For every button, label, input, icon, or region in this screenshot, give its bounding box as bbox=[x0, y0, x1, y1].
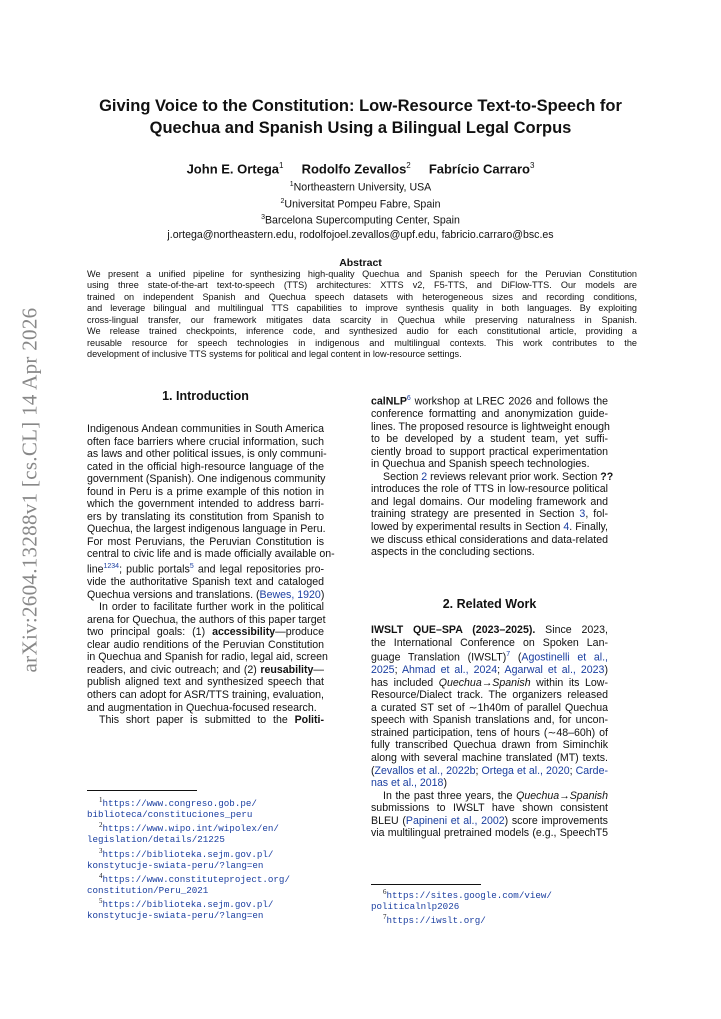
text-line: cated in the official high-resource language of the bbox=[87, 460, 324, 473]
text-line: Quechua, the largest indigenous language in Peru. bbox=[87, 523, 326, 536]
text-run: reviews relevant prior work. Section bbox=[427, 470, 601, 483]
text-line: as laws and other political issues, is only communi- bbox=[87, 448, 327, 461]
footnote-line[interactable] bbox=[87, 871, 324, 885]
text-line bbox=[371, 649, 608, 664]
paragraph-run-in-heading: IWSLT QUE–SPA (2023–2025). bbox=[371, 624, 536, 636]
text-line: in Quechua and Spanish for radio, legal aid, screen bbox=[87, 651, 328, 664]
citation-link[interactable]: Ahmad et al., 2024 bbox=[401, 664, 498, 677]
text-line bbox=[87, 664, 324, 677]
footnote-ref[interactable]: 6 bbox=[406, 395, 411, 402]
text-line bbox=[87, 561, 324, 576]
citation-link[interactable]: Zevallos et al., 2022b bbox=[374, 764, 476, 777]
citation-link[interactable]: Papineni et al., 2002 bbox=[405, 814, 505, 827]
text-line: vide the authoritative Spanish text and cataloged bbox=[87, 576, 324, 589]
footnote-number: 4 bbox=[99, 871, 103, 880]
text-line: government (Spanish). One indigenous community bbox=[87, 473, 326, 486]
author-list bbox=[60, 161, 661, 176]
text-line: and augmentation in Quechua-focused research. bbox=[87, 701, 317, 714]
footnote-number: 7 bbox=[383, 913, 387, 922]
citation-link[interactable]: nas et al., 2018 bbox=[371, 777, 444, 790]
emphasis-bold: reusability bbox=[260, 663, 314, 676]
citation-link[interactable]: Carde- bbox=[575, 764, 608, 777]
footnote-url[interactable]: https://iwslt.org/ bbox=[386, 915, 486, 927]
footnote-url[interactable]: https://www.constituteproject.org/ bbox=[102, 873, 290, 885]
footnote-url[interactable]: https://www.congreso.gob.pe/ bbox=[102, 798, 257, 810]
text-line bbox=[371, 521, 608, 534]
abstract-line: using three state-of-the-art text-to-speech (TTS) architectures: XTTS v2, F5-TTS, and DiFlow-TTS. Our models are bbox=[87, 280, 637, 291]
text-line: clear audio renditions of the Peruvian Constitution bbox=[87, 638, 324, 651]
footnote-rule bbox=[371, 884, 481, 885]
affiliation-line bbox=[60, 211, 661, 228]
citation-link[interactable]: Agarwal et al., 2023 bbox=[504, 664, 605, 677]
text-line: central to civic life and is made officially available on- bbox=[87, 548, 335, 561]
text-run: training strategy are presented in Section bbox=[371, 508, 580, 521]
footnote-number: 5 bbox=[99, 897, 103, 905]
affil-mark: 1 bbox=[289, 181, 294, 188]
text-line: which the government intended to address barri- bbox=[87, 498, 324, 511]
text-line bbox=[87, 589, 324, 602]
footnotes-right bbox=[371, 887, 608, 926]
text-run: ; bbox=[497, 664, 505, 677]
right-column-text bbox=[371, 393, 614, 559]
text-line bbox=[371, 508, 608, 521]
text-run: ; bbox=[569, 764, 576, 777]
text-line bbox=[371, 765, 608, 778]
text-run: line bbox=[87, 563, 104, 576]
abstract-line: development of inclusive TTS systems for political and legal content in low-resource settings. bbox=[87, 349, 462, 360]
text-line: a curated ST set of ∼1h40m of parallel Quechua bbox=[371, 701, 608, 714]
footnote-number: 6 bbox=[383, 888, 387, 896]
footnote-number: 3 bbox=[99, 846, 103, 855]
text-line: to be developed by a student team, yet suffi- bbox=[371, 433, 608, 446]
text-run: Section bbox=[383, 470, 422, 483]
emphasis-italic: Quechua→Spanish bbox=[438, 676, 531, 689]
section-heading-introduction: 1. Introduction bbox=[162, 389, 249, 403]
text-line: and legal domains. Our modeling framework and bbox=[371, 495, 608, 508]
author-affil-mark: 1 bbox=[279, 161, 284, 170]
affiliations bbox=[60, 178, 661, 242]
citation-link[interactable]: Ortega et al., 2020 bbox=[481, 764, 570, 777]
footnote-url[interactable]: https://www.wipo.int/wipolex/en/ bbox=[102, 823, 279, 835]
text-run: . Finally, bbox=[569, 521, 609, 533]
text-line bbox=[371, 664, 608, 677]
abstract-line: trained on independent Spanish and Quechua speech datasets with heterogeneous sizes and recording conditions, bbox=[87, 291, 637, 302]
text-line: For most Peruvians, the Peruvian Constitution is bbox=[87, 535, 324, 548]
text-run: and legal repositories pro- bbox=[193, 563, 324, 576]
footnote-line[interactable] bbox=[87, 846, 324, 860]
text-line bbox=[371, 470, 614, 484]
text-line bbox=[371, 624, 608, 637]
text-run: has included bbox=[371, 676, 439, 689]
text-line: we discuss ethical considerations and data-related bbox=[371, 533, 608, 546]
footnote-line[interactable]: konstytucje-swiata-peru/?lang=en bbox=[87, 910, 264, 922]
text-run: workshop at LREC 2026 and follows the bbox=[410, 395, 608, 408]
footnote-number: 1 bbox=[99, 796, 103, 804]
abstract-heading: Abstract bbox=[339, 257, 382, 269]
text-line: ciently broad to support practical experimentation bbox=[371, 445, 608, 458]
abstract-line: and leverage bilingual and multilingual TTS capabilities to improve synthesis quality in both languages. By exploiting bbox=[87, 303, 637, 314]
text-line: lines. The proposed resource is lightweight enough bbox=[371, 420, 610, 433]
footnote-url[interactable]: https://biblioteka.sejm.gov.pl/ bbox=[102, 899, 274, 911]
affil-text: Universitat Pompeu Fabre, Spain bbox=[284, 198, 441, 211]
affil-text: Barcelona Supercomputing Center, Spain bbox=[264, 214, 460, 227]
text-run: Since 2023, bbox=[535, 624, 608, 636]
text-run: ( bbox=[371, 764, 375, 777]
text-run: In the past three years, the bbox=[383, 789, 517, 802]
footnote-number: 2 bbox=[99, 821, 103, 830]
text-run: —produce bbox=[275, 626, 324, 639]
text-run: ) score improvements bbox=[504, 814, 608, 827]
text-run: ; public portals bbox=[119, 563, 190, 576]
emphasis-bold: Politi- bbox=[294, 714, 324, 727]
text-line: the International Conference on Spoken Lan- bbox=[371, 636, 608, 649]
footnote-url[interactable]: https://sites.google.com/view/ bbox=[386, 890, 552, 902]
text-run: Quechua versions and translations. ( bbox=[87, 588, 260, 601]
text-line: In order to facilitate further work in the political bbox=[99, 601, 324, 614]
arxiv-sidebar bbox=[6, 300, 54, 680]
text-run: — bbox=[313, 663, 324, 676]
text-line: strained participation, tens of hours (∼48–60h) of bbox=[371, 726, 608, 739]
author-affil-mark: 3 bbox=[529, 161, 535, 170]
emphasis-bold: calNLP bbox=[371, 395, 407, 408]
text-line bbox=[371, 790, 608, 803]
footnote-line[interactable] bbox=[371, 887, 608, 901]
text-line: fully transcribed Quechua drawn from Siminchik bbox=[371, 739, 608, 752]
footnote-line[interactable]: constitution/Peru_2021 bbox=[87, 884, 209, 896]
paper-title bbox=[60, 95, 661, 139]
abstract-line: reusable resource for speech technologies in indigenous and multilingual contexts. This work contributes to the bbox=[87, 337, 637, 348]
section-ref-link[interactable]: 4 bbox=[563, 521, 570, 533]
citation-link[interactable]: Bewes, 1920 bbox=[259, 588, 321, 601]
text-line bbox=[371, 393, 608, 408]
footnote-ref[interactable]: 5 bbox=[189, 563, 194, 571]
text-line: conference formatting and anonymization guide- bbox=[371, 408, 608, 421]
text-line: often face barriers where crucial information, such bbox=[87, 435, 324, 448]
emphasis-bold: accessibility bbox=[212, 626, 276, 639]
footnote-url[interactable]: https://biblioteka.sejm.gov.pl/ bbox=[102, 848, 274, 860]
text-run: ( bbox=[510, 651, 522, 664]
footnote-line[interactable] bbox=[87, 896, 324, 910]
text-run: guage Translation (IWSLT) bbox=[371, 651, 507, 664]
citation-link[interactable]: 2025 bbox=[371, 664, 395, 677]
text-line: in Quechua and Spanish speech technologies. bbox=[371, 458, 590, 471]
text-line: speech with Spanish translations and, for uncon- bbox=[371, 714, 608, 727]
text-line: ers by translating its constitution from Spanish to bbox=[87, 510, 324, 523]
section-ref-link[interactable]: 3 bbox=[579, 508, 586, 521]
author-name: Rodolfo Zevallos bbox=[301, 161, 407, 177]
text-run: readers, and civic outreach; and (2) bbox=[87, 663, 261, 676]
affil-mark: 3 bbox=[261, 214, 265, 222]
abstract-line: We present a unified pipeline for synthesizing high-quality Quechua and Spanish speech for the Peruvian Constitution bbox=[87, 269, 637, 279]
text-line: found in Peru is a prime example of this notion in bbox=[87, 485, 324, 498]
text-line: aspects in the concluding sections. bbox=[371, 546, 535, 559]
affil-text: Northeastern University, USA bbox=[293, 181, 432, 194]
author-name: John E. Ortega bbox=[186, 161, 280, 177]
text-line: along with several machine translated (MT) texts. bbox=[371, 752, 608, 764]
affiliation-line bbox=[60, 195, 661, 212]
footnote-rule bbox=[87, 790, 197, 791]
title-line: Giving Voice to the Constitution: Low-Resource Text-to-Speech for bbox=[99, 97, 622, 115]
footnote-line[interactable]: biblioteca/constituciones_peru bbox=[87, 809, 253, 821]
text-line: Indigenous Andean communities in South America bbox=[87, 423, 324, 435]
footnote-line[interactable] bbox=[87, 820, 324, 834]
abstract-line: We release trained checkpoints, inference code, and synthesized audio for each constitutional article, providing a bbox=[87, 326, 637, 337]
title-line: Quechua and Spanish Using a Bilingual Legal Corpus bbox=[149, 119, 572, 137]
text-run: ) bbox=[320, 588, 325, 601]
text-run: lowed by experimental results in Section bbox=[371, 521, 564, 533]
author-affil-mark: 2 bbox=[406, 161, 411, 170]
text-run: within its Low- bbox=[530, 676, 608, 689]
text-line: arena for Quechua, the authors of this paper target bbox=[87, 613, 326, 626]
text-run: two principal goals: (1) bbox=[87, 626, 213, 639]
text-line bbox=[371, 815, 608, 828]
affil-mark: 2 bbox=[280, 197, 285, 205]
section-heading-related-work: 2. Related Work bbox=[442, 597, 537, 611]
text-line: others can adopt for ASR/TTS training, evaluation, bbox=[87, 689, 324, 702]
text-line: introduces the role of TTS in low-resource political bbox=[371, 483, 608, 496]
arxiv-identifier: arXiv:2604.13288v1 [cs.CL] 14 Apr 2026 bbox=[17, 307, 42, 673]
abstract-body bbox=[87, 269, 637, 361]
footnotes-left bbox=[87, 795, 324, 921]
text-run: ; bbox=[394, 664, 402, 677]
unresolved-ref: ?? bbox=[600, 470, 614, 483]
text-line bbox=[371, 777, 608, 790]
author-name: Fabrício Carraro bbox=[428, 161, 530, 177]
text-run: ) bbox=[604, 664, 608, 677]
footnote-line[interactable]: legislation/details/21225 bbox=[87, 834, 225, 846]
citation-link[interactable]: Agostinelli et al., bbox=[521, 651, 608, 664]
text-line bbox=[87, 626, 324, 639]
text-line: Resource/Dialect track. The organizers released bbox=[371, 689, 608, 702]
text-line: submissions to IWSLT have shown consistent bbox=[371, 802, 608, 815]
section-ref-link[interactable]: 2 bbox=[421, 470, 428, 483]
text-line: publish aligned text and synthesized speech that bbox=[87, 676, 324, 689]
text-run: ) bbox=[443, 777, 447, 790]
left-column-text bbox=[87, 423, 335, 727]
footnote-line[interactable]: konstytucje-swiata-peru/?lang=en bbox=[87, 859, 264, 871]
footnote-ref[interactable]: 7 bbox=[506, 651, 511, 659]
text-line: via multilingual pretrained models (e.g., SpeechT5 bbox=[371, 827, 608, 840]
abstract-line: cross-lingual transfer, our framework mitigates data scarcity in Quechua while preserving naturalness in Spanish. bbox=[87, 314, 637, 325]
text-line bbox=[371, 677, 608, 690]
footnote-line[interactable] bbox=[371, 912, 608, 926]
footnote-ref[interactable]: 1234 bbox=[103, 563, 120, 571]
text-line bbox=[87, 714, 324, 727]
footnote-line[interactable]: politicalnlp2026 bbox=[371, 901, 460, 913]
text-run: ; bbox=[475, 764, 482, 777]
emphasis-italic: Quechua→Spanish bbox=[516, 789, 608, 802]
author-emails: j.ortega@northeastern.edu, rodolfojoel.zevallos@upf.edu, fabricio.carraro@bsc.es bbox=[167, 228, 554, 241]
text-run: This short paper is submitted to the bbox=[99, 714, 295, 727]
text-run: BLEU ( bbox=[371, 814, 406, 827]
footnote-line[interactable] bbox=[87, 795, 324, 809]
affiliation-line bbox=[60, 178, 661, 195]
text-run: , fol- bbox=[585, 508, 608, 521]
right-column-related-text bbox=[371, 624, 608, 840]
